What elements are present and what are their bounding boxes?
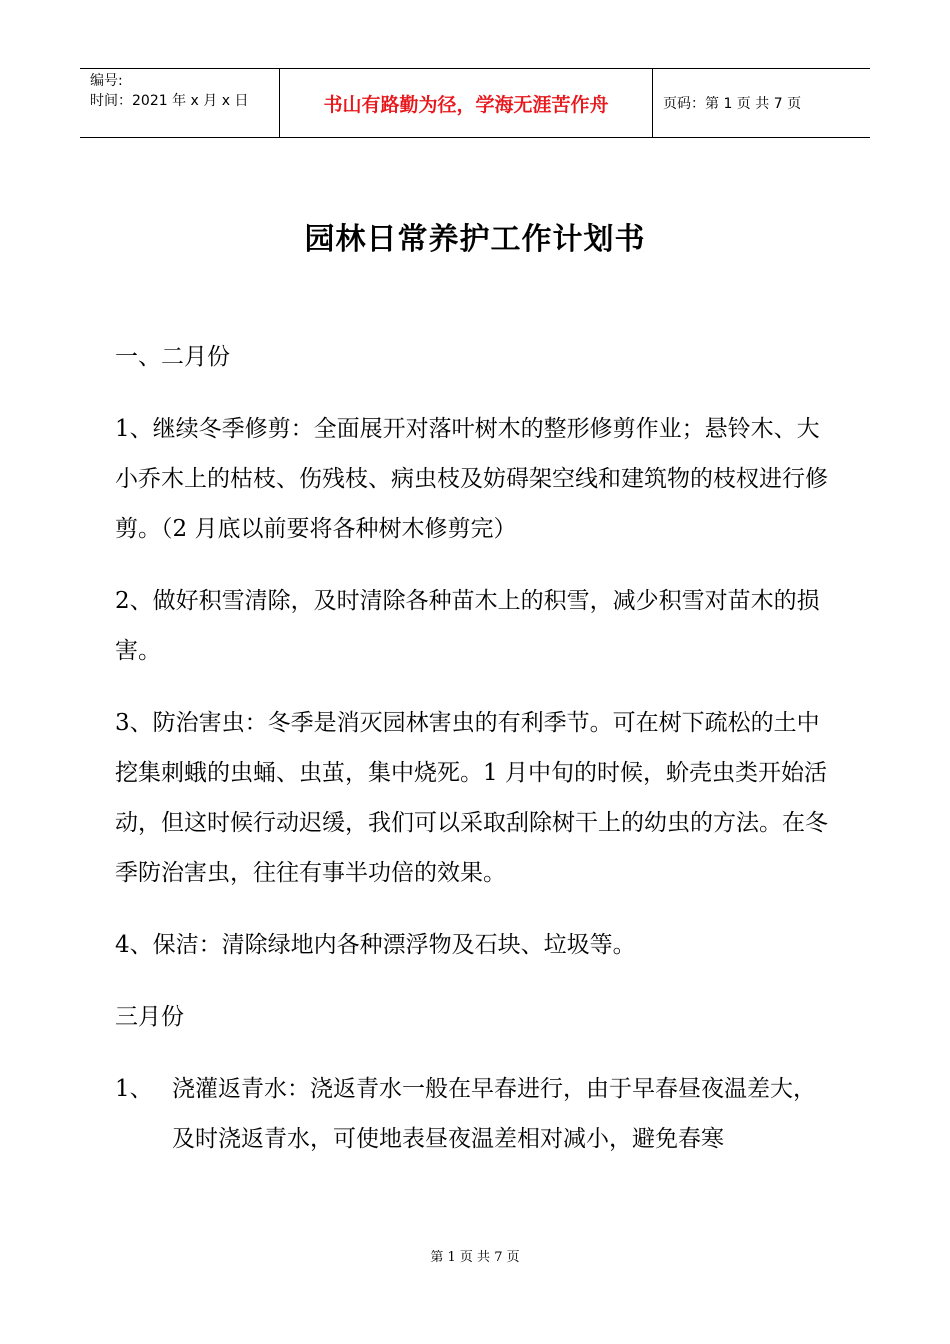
item-number: 1、 <box>115 1076 153 1102</box>
paragraph: 3、防治害虫：冬季是消灭园林害虫的有利季节。可在树下疏松的土中挖集刺蛾的虫蛹、虫茧，集中烧死。1 月中旬的时候，蚧壳虫类开始活动，但这时候行动迟缓，我们可以采取刮除树干上的幼虫的方法。在冬季防治害虫，往往有事半功倍的效果。 <box>115 710 828 886</box>
paragraph: 1、继续冬季修剪：全面展开对落叶树木的整形修剪作业；悬铃木、大小乔木上的枯枝、伤残枝、病虫枝及妨碍架空线和建筑物的枝杈进行修剪。（2 月底以前要将各种树木修剪完） <box>115 416 828 542</box>
item-text: 浇灌返青水：浇返青水一般在早春进行，由于早春昼夜温差大，及时浇返青水，可使地表昼夜温差相对减小，避免春寒 <box>172 1076 816 1152</box>
code-label: 编号: <box>90 73 123 89</box>
paragraph: 2、做好积雪清除，及时清除各种苗木上的积雪，减少积雪对苗木的损害。 <box>115 588 820 664</box>
paragraph: 4、保洁：清除绿地内各种漂浮物及石块、垃圾等。 <box>115 932 636 958</box>
section-heading-mar: 三月份 <box>115 1004 184 1030</box>
header-page-info: 页码：第 1 页 共 7 页 <box>663 96 802 112</box>
time-label: 时间：2021 年 x 月 x 日 <box>90 93 249 109</box>
document-body <box>115 332 835 1186</box>
header-motto: 书山有路勤为径，学海无涯苦作舟 <box>280 69 653 137</box>
document-title: 园林日常养护工作计划书 <box>304 222 646 257</box>
page-footer: 第 1 页 共 7 页 <box>430 1250 520 1265</box>
numbered-item <box>115 1064 835 1164</box>
section-heading-feb: 一、二月份 <box>115 344 230 370</box>
document-header <box>80 68 870 138</box>
header-meta <box>80 69 280 137</box>
